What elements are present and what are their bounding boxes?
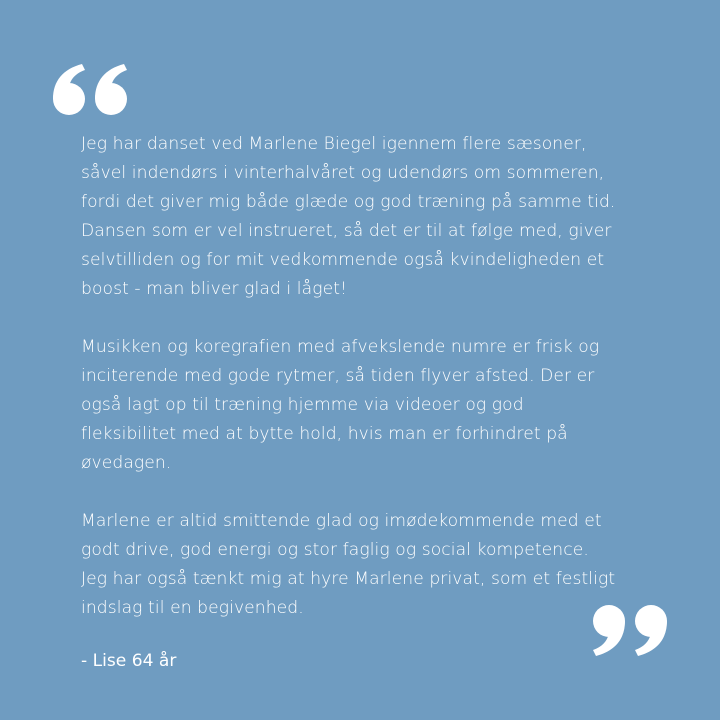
text-line: fleksibilitet med at bytte hold, hvis man er forhindret på [81,424,568,444]
testimonial-paragraph-2 [81,333,681,478]
text-line: indslag til en begivenhed. [81,598,304,618]
text-line: øvedagen. [81,453,172,473]
text-line: fordi det giver mig både glæde og god træning på samme tid. [81,192,616,212]
text-line: selvtilliden og for mit vedkommende også kvindeligheden et [81,250,605,270]
close-quote-icon [590,604,668,656]
text-line: Dansen som er vel instrueret, så det er til at følge med, giver [81,221,612,241]
text-line: godt drive, god energi og stor faglig og social kompetence. [81,540,589,560]
text-line: også lagt op til træning hjemme via videoer og god [81,395,524,415]
text-line: Musikken og koregrafien med afvekslende numre er frisk og [81,337,600,357]
testimonial-text [81,130,681,652]
text-line: Marlene er altid smittende glad og imødekommende med et [81,511,602,531]
testimonial-signature: - Lise 64 år [81,651,177,671]
text-line: inciterende med gode rytmer, så tiden flyver afsted. Der er [81,366,595,386]
text-line: Jeg har danset ved Marlene Biegel igennem flere sæsoner, [81,134,587,154]
text-line: Jeg har også tænkt mig at hyre Marlene privat, som et festligt [81,569,616,589]
testimonial-paragraph-1 [81,130,681,304]
open-quote-icon [52,64,130,116]
text-line: boost - man bliver glad i låget! [81,279,347,299]
text-line: såvel indendørs i vinterhalvåret og udendørs om sommeren, [81,163,605,183]
